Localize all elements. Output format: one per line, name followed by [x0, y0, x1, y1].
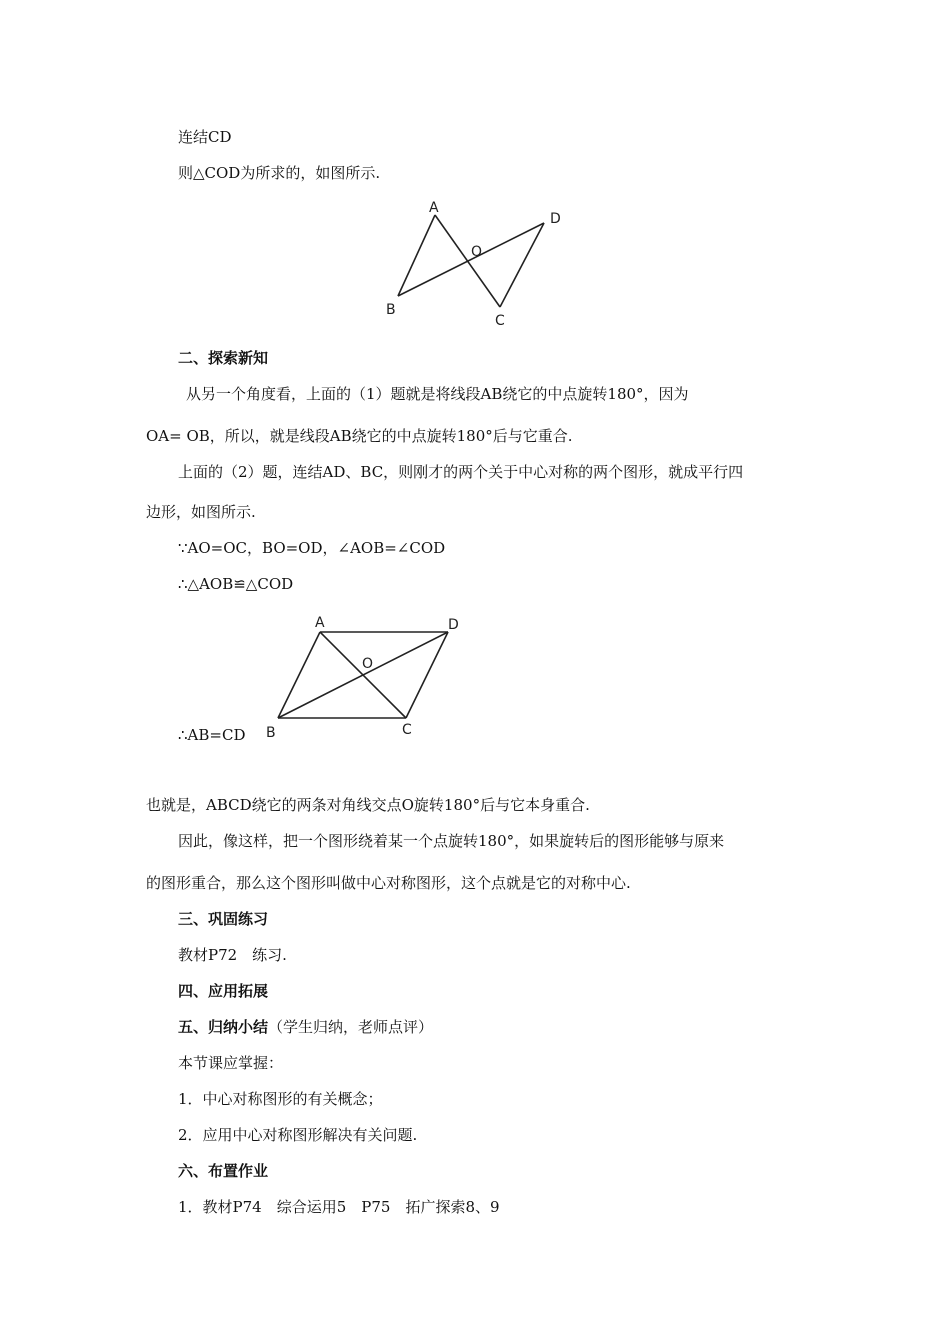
text-line: 则△COD为所求的，如图所示. — [178, 164, 381, 182]
figure-rotated-triangles — [380, 195, 570, 330]
text-line: 教材P72 练习. — [178, 946, 287, 964]
label-d: D — [448, 617, 459, 633]
section-heading: 二、探索新知 — [178, 349, 269, 367]
label-a: A — [315, 615, 325, 631]
text-line: 从另一个角度看，上面的（1）题就是将线段AB绕它的中点旋转180°，因为 — [186, 385, 689, 403]
section-heading — [178, 1016, 433, 1038]
list-item: 1．教材P74 综合运用5 P75 拓广探索8、9 — [178, 1198, 500, 1216]
section-heading: 六、布置作业 — [178, 1162, 269, 1180]
side-dc — [406, 632, 448, 718]
text-line: 也就是，ABCD绕它的两条对角线交点O旋转180°后与它本身重合. — [146, 796, 590, 814]
text-line: 边形，如图所示. — [146, 503, 256, 521]
label-d: D — [550, 211, 561, 227]
label-c: C — [495, 313, 505, 329]
text-line: ∴AB=CD — [178, 726, 246, 744]
section-heading-note: （学生归纳，老师点评） — [268, 1018, 434, 1036]
list-item: 2．应用中心对称图形解决有关问题. — [178, 1126, 418, 1144]
side-ab — [278, 632, 320, 718]
label-a: A — [429, 200, 439, 216]
section-heading-text: 五、归纳小结 — [178, 1018, 269, 1036]
list-item: 1．中心对称图形的有关概念； — [178, 1090, 383, 1108]
text-line: ∵AO=OC，BO=OD，∠AOB=∠COD — [178, 539, 446, 557]
diagonal-bd — [278, 632, 448, 718]
text-line: 上面的（2）题，连结AD、BC，则刚才的两个关于中心对称的两个图形，就成平行四 — [178, 463, 744, 481]
label-b: B — [386, 302, 396, 318]
label-b: B — [266, 725, 276, 741]
figure-parallelogram — [260, 610, 470, 745]
segment-dc — [500, 223, 544, 307]
section-heading: 三、巩固练习 — [178, 910, 269, 928]
text-line: ∴△AOB≌△COD — [178, 575, 294, 593]
label-o: O — [471, 244, 483, 260]
text-line: 连结CD — [178, 128, 232, 146]
text-line: 的图形重合，那么这个图形叫做中心对称图形，这个点就是它的对称中心. — [146, 874, 631, 892]
text-line: OA= OB，所以，就是线段AB绕它的中点旋转180°后与它重合. — [146, 427, 573, 445]
segment-ab — [398, 215, 435, 296]
text-line: 因此，像这样，把一个图形绕着某一个点旋转180°，如果旋转后的图形能够与原来 — [178, 832, 725, 850]
text-line: 本节课应掌握： — [178, 1054, 284, 1072]
label-c: C — [402, 722, 412, 738]
section-heading: 四、应用拓展 — [178, 982, 269, 1000]
label-o: O — [362, 656, 374, 672]
